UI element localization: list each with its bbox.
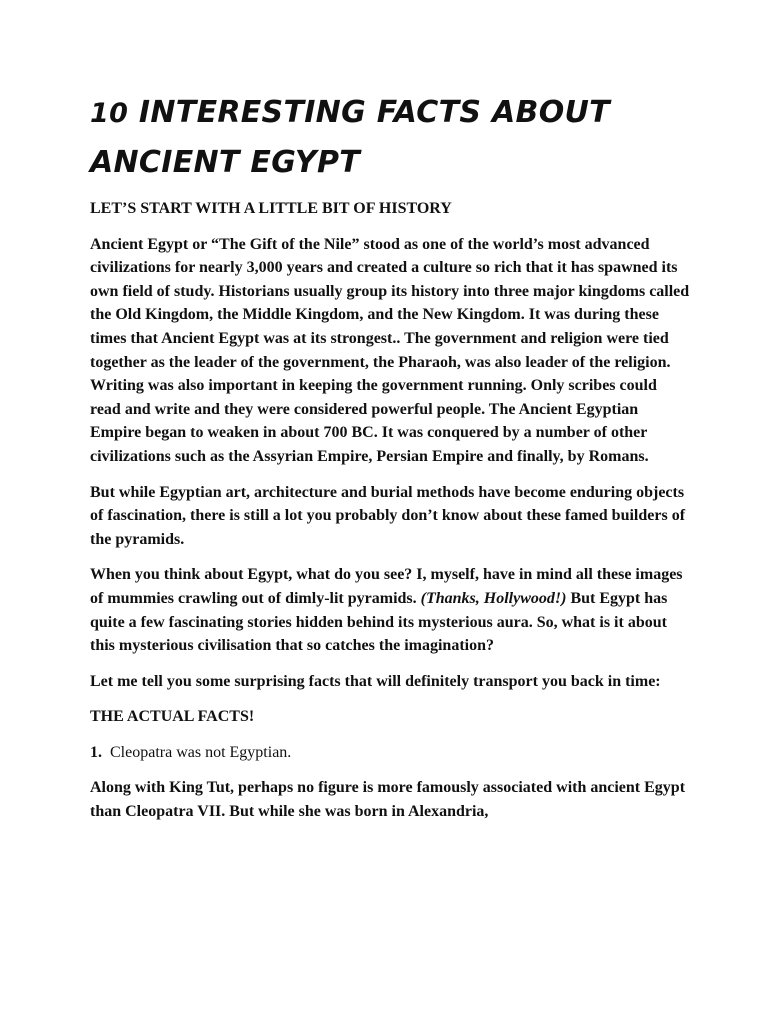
paragraph-history: Ancient Egypt or “The Gift of the Nile” stood as one of the world’s most advanced civilizations for nearly 3,000 years and created a culture so rich that it has spawned its own field of study. Historians usually group its history into three major kingdoms called the Old Kingdom, the Middle Kingdom, and the New Kingdom. It was during these times that Ancient Egypt was at its strongest.. The government and religion were tied together as the leader of the government, the Pharaoh, was also leader of the religion. Writing was also important in keeping the government running. Only scribes could read and write and they were considered powerful people. The Ancient Egyptian Empire began to weaken in about 700 BC. It was conquered by a number of other civilizations such as the Assyrian Empire, Persian Empire and finally, by Romans. — [90, 235, 690, 465]
fact-item-1 — [90, 741, 690, 765]
paragraph-text-b: But Egypt has quite a few fascinating stories hidden behind its mysterious aura. So, what is it about this mysterious civilisation that so catches the imagination? — [90, 589, 668, 655]
paragraph-cleopatra: Along with King Tut, perhaps no figure is more famously associated with ancient Egypt than Cleopatra VII. But while she was born in Alexandria, — [90, 779, 686, 821]
paragraph-fascination: But while Egyptian art, architecture and burial methods have become enduring objects of fascination, there is still a lot you probably don’t know about these famed builders of the pyramids. — [90, 483, 686, 548]
section-subheading: LET’S START WITH A LITTLE BIT OF HISTORY — [90, 200, 452, 217]
paragraph-emphasis: (Thanks, Hollywood!) — [420, 589, 567, 607]
paragraph-text-a: When you think about Egypt, what do you see? I, myself, have in mind all these images of mummies crawling out of dimly-lit pyramids. — [90, 566, 683, 607]
fact-number: 1. — [90, 743, 102, 761]
paragraph-think-about-egypt — [90, 563, 690, 657]
section-heading-actual-facts: THE ACTUAL FACTS! — [90, 708, 255, 726]
paragraph-surprising-facts: Let me tell you some surprising facts that will definitely transport you back in time: — [90, 672, 661, 690]
title-number: 10 — [90, 98, 129, 129]
document-page — [90, 88, 690, 836]
fact-title: Cleopatra was not Egyptian. — [110, 743, 292, 761]
title-text: INTERESTING FACTS ABOUT ANCIENT EGYPT — [90, 95, 610, 180]
document-title — [90, 88, 690, 187]
